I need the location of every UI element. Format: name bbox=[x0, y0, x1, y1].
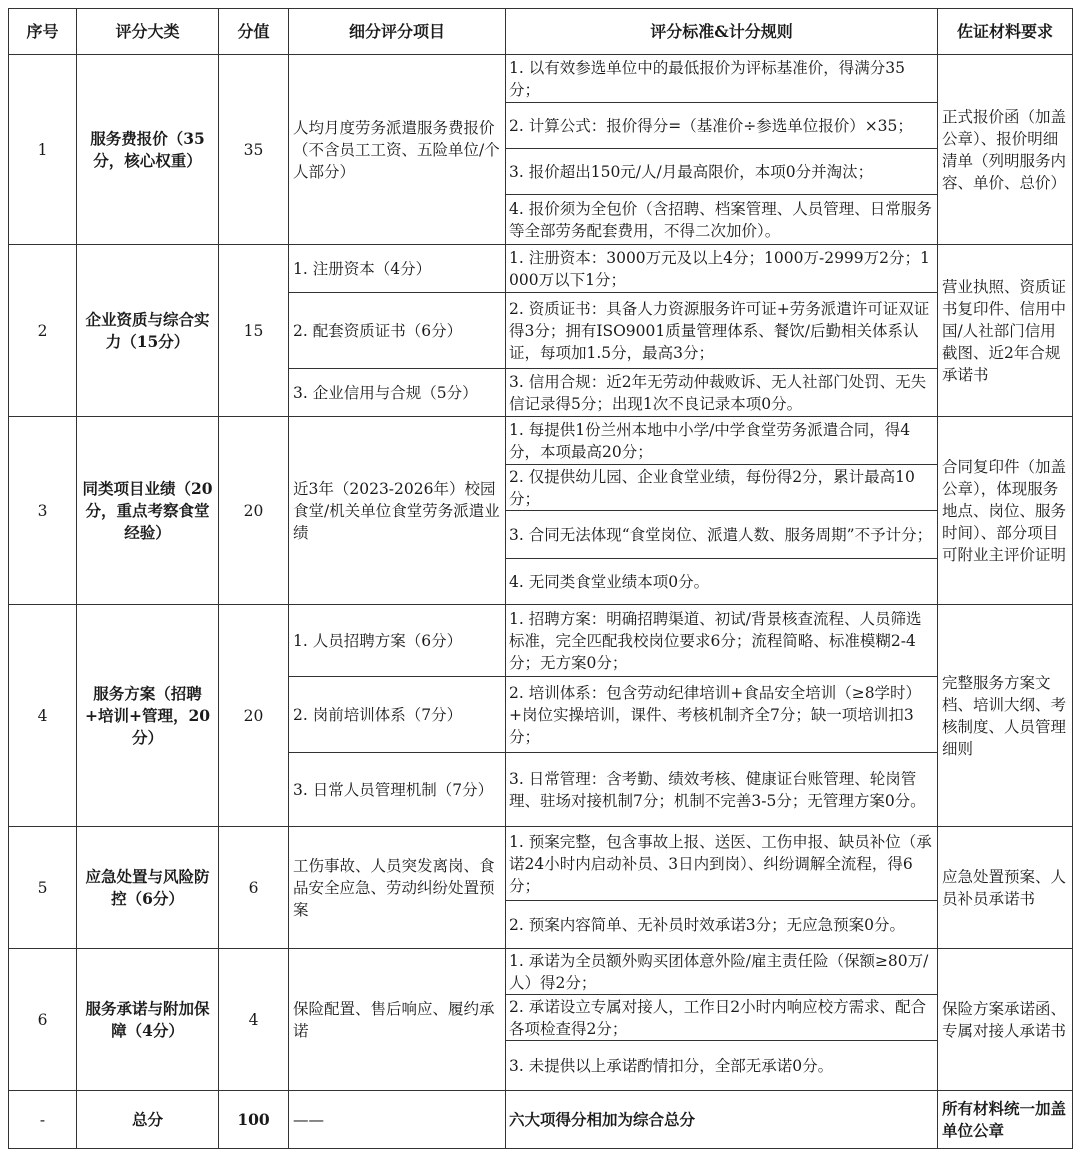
header-no: 序号 bbox=[9, 9, 77, 55]
row-item: 3. 企业信用与合规（5分） bbox=[289, 369, 506, 417]
row-category: 服务费报价（35分，核心权重） bbox=[77, 55, 219, 245]
row-item: 人均月度劳务派遣服务费报价（不含员工工资、五险单位/个人部分） bbox=[289, 55, 506, 245]
criteria-cell: 3. 未提供以上承诺酌情扣分，全部无承诺0分。 bbox=[506, 1041, 938, 1091]
row-evidence: 应急处置预案、人员补员承诺书 bbox=[938, 827, 1073, 949]
table-row bbox=[9, 827, 1073, 901]
table-row bbox=[9, 605, 1073, 677]
criteria-cell: 1. 每提供1份兰州本地中小学/中学食堂劳务派遣合同，得4分，本项最高20分； bbox=[506, 417, 938, 465]
row-category: 服务承诺与附加保障（4分） bbox=[77, 949, 219, 1091]
table-row bbox=[9, 55, 1073, 103]
header-category: 评分大类 bbox=[77, 9, 219, 55]
row-item: 近3年（2023-2026年）校园食堂/机关单位食堂劳务派遣业绩 bbox=[289, 417, 506, 605]
criteria-cell: 2. 培训体系：包含劳动纪律培训+食品安全培训（≥8学时）+岗位实操培训，课件、考核机制齐全7分；缺一项培训扣3分； bbox=[506, 677, 938, 753]
table-row bbox=[9, 949, 1073, 995]
criteria-cell: 1. 预案完整，包含事故上报、送医、工伤申报、缺员补位（承诺24小时内启动补员、3日内到岗）、纠纷调解全流程，得6分； bbox=[506, 827, 938, 901]
header-items: 细分评分项目 bbox=[289, 9, 506, 55]
row-no: 4 bbox=[9, 605, 77, 827]
row-category: 同类项目业绩（20分，重点考察食堂经验） bbox=[77, 417, 219, 605]
row-item: 2. 配套资质证书（6分） bbox=[289, 293, 506, 369]
criteria-cell: 2. 计算公式：报价得分=（基准价÷参选单位报价）×35； bbox=[506, 103, 938, 149]
total-no: - bbox=[9, 1091, 77, 1149]
criteria-cell: 3. 合同无法体现“食堂岗位、派遣人数、服务周期”不予计分； bbox=[506, 511, 938, 559]
header-row bbox=[9, 9, 1073, 55]
criteria-cell: 3. 信用合规：近2年无劳动仲裁败诉、无人社部门处罚、无失信记录得5分；出现1次不良记录本项0分。 bbox=[506, 369, 938, 417]
row-score: 4 bbox=[219, 949, 289, 1091]
row-evidence: 完整服务方案文档、培训大纲、考核制度、人员管理细则 bbox=[938, 605, 1073, 827]
row-item: 1. 人员招聘方案（6分） bbox=[289, 605, 506, 677]
row-no: 2 bbox=[9, 245, 77, 417]
row-no: 5 bbox=[9, 827, 77, 949]
criteria-cell: 2. 仅提供幼儿园、企业食堂业绩，每份得2分，累计最高10分； bbox=[506, 465, 938, 511]
scoring-table bbox=[8, 8, 1073, 1149]
row-item: 保险配置、售后响应、履约承诺 bbox=[289, 949, 506, 1091]
header-score: 分值 bbox=[219, 9, 289, 55]
row-item: 3. 日常人员管理机制（7分） bbox=[289, 753, 506, 827]
row-no: 1 bbox=[9, 55, 77, 245]
row-score: 15 bbox=[219, 245, 289, 417]
row-evidence: 保险方案承诺函、专属对接人承诺书 bbox=[938, 949, 1073, 1091]
criteria-cell: 1. 以有效参选单位中的最低报价为评标基准价，得满分35分； bbox=[506, 55, 938, 103]
criteria-cell: 1. 承诺为全员额外购买团体意外险/雇主责任险（保额≥80万/人）得2分； bbox=[506, 949, 938, 995]
criteria-cell: 4. 报价须为全包价（含招聘、档案管理、人员管理、日常服务等全部劳务配套费用，不得二次加价）。 bbox=[506, 195, 938, 245]
row-category: 服务方案（招聘+培训+管理，20分） bbox=[77, 605, 219, 827]
row-score: 20 bbox=[219, 605, 289, 827]
table-row bbox=[9, 245, 1073, 293]
criteria-cell: 1. 注册资本：3000万元及以上4分；1000万-2999万2分；1000万以下1分； bbox=[506, 245, 938, 293]
criteria-cell: 3. 报价超出150元/人/月最高限价，本项0分并淘汰； bbox=[506, 149, 938, 195]
total-criteria: 六大项得分相加为综合总分 bbox=[506, 1091, 938, 1149]
criteria-cell: 2. 承诺设立专属对接人，工作日2小时内响应校方需求、配合各项检查得2分； bbox=[506, 995, 938, 1041]
total-item: —— bbox=[289, 1091, 506, 1149]
row-category: 企业资质与综合实力（15分） bbox=[77, 245, 219, 417]
header-evidence: 佐证材料要求 bbox=[938, 9, 1073, 55]
row-item: 2. 岗前培训体系（7分） bbox=[289, 677, 506, 753]
table-row bbox=[9, 417, 1073, 465]
row-evidence: 正式报价函（加盖公章）、报价明细清单（列明服务内容、单价、总价） bbox=[938, 55, 1073, 245]
row-score: 35 bbox=[219, 55, 289, 245]
row-no: 6 bbox=[9, 949, 77, 1091]
criteria-cell: 2. 资质证书：具备人力资源服务许可证+劳务派遣许可证双证得3分；拥有ISO9001质量管理体系、餐饮/后勤相关体系认证，每项加1.5分，最高3分； bbox=[506, 293, 938, 369]
criteria-cell: 1. 招聘方案：明确招聘渠道、初试/背景核查流程、人员筛选标准，完全匹配我校岗位要求6分；流程简略、标准模糊2-4分；无方案0分； bbox=[506, 605, 938, 677]
criteria-cell: 4. 无同类食堂业绩本项0分。 bbox=[506, 559, 938, 605]
row-item: 工伤事故、人员突发离岗、食品安全应急、劳动纠纷处置预案 bbox=[289, 827, 506, 949]
row-category: 应急处置与风险防控（6分） bbox=[77, 827, 219, 949]
row-evidence: 合同复印件（加盖公章），体现服务地点、岗位、服务时间）、部分项目可附业主评价证明 bbox=[938, 417, 1073, 605]
row-score: 20 bbox=[219, 417, 289, 605]
row-item: 1. 注册资本（4分） bbox=[289, 245, 506, 293]
row-no: 3 bbox=[9, 417, 77, 605]
total-score: 100 bbox=[219, 1091, 289, 1149]
criteria-cell: 3. 日常管理：含考勤、绩效考核、健康证台账管理、轮岗管理、驻场对接机制7分；机制不完善3-5分；无管理方案0分。 bbox=[506, 753, 938, 827]
criteria-cell: 2. 预案内容简单、无补员时效承诺3分；无应急预案0分。 bbox=[506, 901, 938, 949]
header-criteria: 评分标准&计分规则 bbox=[506, 9, 938, 55]
row-evidence: 营业执照、资质证书复印件、信用中国/人社部门信用截图、近2年合规承诺书 bbox=[938, 245, 1073, 417]
row-score: 6 bbox=[219, 827, 289, 949]
total-row bbox=[9, 1091, 1073, 1149]
total-evidence: 所有材料统一加盖单位公章 bbox=[938, 1091, 1073, 1149]
total-label: 总分 bbox=[77, 1091, 219, 1149]
